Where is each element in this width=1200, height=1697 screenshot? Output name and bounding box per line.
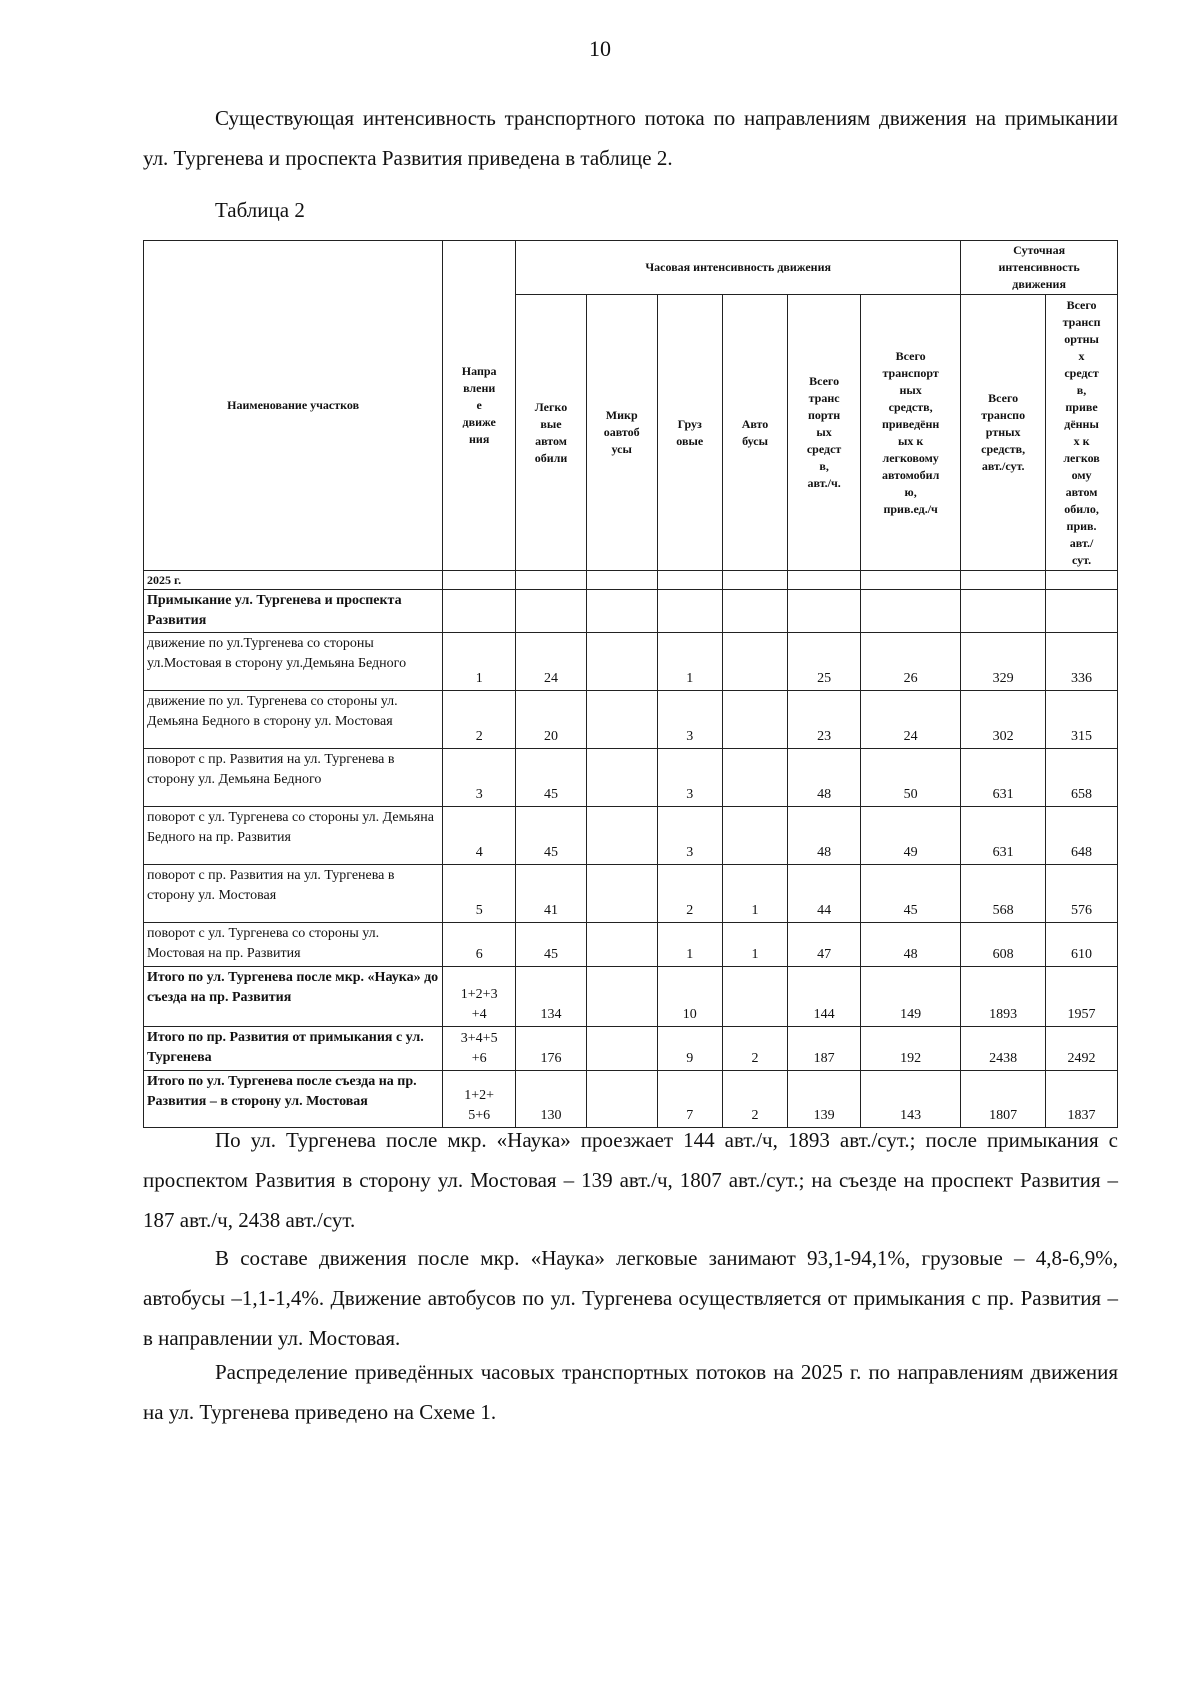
cell-total-hourly: 144: [788, 967, 861, 1027]
cell-direction: 4: [443, 807, 516, 865]
table-caption: Таблица 2: [215, 198, 305, 222]
cell-total-daily: 568: [961, 865, 1046, 923]
cell-total-hourly-reduced: 48: [861, 923, 961, 967]
cell-total-daily-reduced: 1957: [1046, 967, 1118, 1027]
section-title: Примыкание ул. Тургенева и проспекта Развития: [144, 590, 443, 633]
cell-minibuses: [586, 1027, 657, 1071]
cell-trucks: 1: [657, 633, 722, 691]
cell-cars: 20: [516, 691, 587, 749]
cell-minibuses: [586, 967, 657, 1027]
cell-trucks: 2: [657, 865, 722, 923]
cell-total-daily-reduced: 336: [1046, 633, 1118, 691]
intro-paragraph: Существующая интенсивность транспортного потока по направлениям движения на примыкании ул. Тургенева и проспекта Развития приведена в таблице 2.: [143, 106, 1118, 170]
total-row: [144, 967, 1118, 1027]
table-row: [144, 749, 1118, 807]
row-name: движение по ул. Тургенева со стороны ул. Демьяна Бедного в сторону ул. Мостовая: [144, 691, 443, 749]
cell-total-daily: 631: [961, 749, 1046, 807]
row-name: Итого по пр. Развития от примыкания с ул. Тургенева: [144, 1027, 443, 1071]
table-row: [144, 865, 1118, 923]
cell-buses: [722, 633, 787, 691]
section-row: [144, 590, 1118, 633]
cell-cars: 134: [516, 967, 587, 1027]
cell-total-daily-reduced: 1837: [1046, 1071, 1118, 1128]
cell-total-hourly: 44: [788, 865, 861, 923]
cell-trucks: 10: [657, 967, 722, 1027]
cell-trucks: 7: [657, 1071, 722, 1128]
cell-total-daily: 631: [961, 807, 1046, 865]
cell-direction: 2: [443, 691, 516, 749]
cell-direction: 5: [443, 865, 516, 923]
cell-minibuses: [586, 749, 657, 807]
page-number: 10: [589, 36, 611, 61]
paragraph-summary: По ул. Тургенева после мкр. «Наука» проезжает 144 авт./ч, 1893 авт./сут.; после примыкания с проспектом Развития в сторону ул. Мостовая – 139 авт./ч, 1807 авт./сут.; на съезде на проспект Развития – 187 авт./ч, 2438 авт./сут.: [143, 1128, 1118, 1232]
cell-cars: 45: [516, 923, 587, 967]
header-hourly-group: Часовая интенсивность движения: [516, 241, 961, 295]
header-total-daily-reduced: Всего трансп ортны х средст в, приве дённы х к легков ому автом обило, прив. авт./ сут.: [1046, 295, 1118, 571]
year-row: [144, 571, 1118, 590]
cell-buses: 2: [722, 1071, 787, 1128]
cell-total-hourly: 187: [788, 1027, 861, 1071]
cell-trucks: 1: [657, 923, 722, 967]
row-name: Итого по ул. Тургенева после мкр. «Наука» до съезда на пр. Развития: [144, 967, 443, 1027]
cell-cars: 130: [516, 1071, 587, 1128]
cell-direction: 6: [443, 923, 516, 967]
cell-direction: 1+2+ 5+6: [443, 1071, 516, 1128]
cell-total-hourly-reduced: 50: [861, 749, 961, 807]
row-name: поворот с ул. Тургенева со стороны ул. Мостовая на пр. Развития: [144, 923, 443, 967]
row-name: поворот с пр. Развития на ул. Тургенева в сторону ул. Демьяна Бедного: [144, 749, 443, 807]
table-row: [144, 807, 1118, 865]
header-name: Наименование участков: [144, 241, 443, 571]
header-minibuses: Микр оавтоб усы: [586, 295, 657, 571]
cell-buses: [722, 967, 787, 1027]
cell-total-hourly-reduced: 45: [861, 865, 961, 923]
cell-cars: 24: [516, 633, 587, 691]
row-name: поворот с ул. Тургенева со стороны ул. Демьяна Бедного на пр. Развития: [144, 807, 443, 865]
cell-cars: 176: [516, 1027, 587, 1071]
total-row: [144, 1071, 1118, 1128]
cell-trucks: 3: [657, 749, 722, 807]
cell-total-hourly-reduced: 49: [861, 807, 961, 865]
header-buses: Авто бусы: [722, 295, 787, 571]
table-row: [144, 633, 1118, 691]
cell-total-hourly: 23: [788, 691, 861, 749]
cell-total-hourly: 48: [788, 749, 861, 807]
header-daily-group: Суточная интенсивность движения: [961, 241, 1118, 295]
cell-minibuses: [586, 1071, 657, 1128]
cell-total-daily: 608: [961, 923, 1046, 967]
header-total-hourly-reduced: Всего транспорт ных средств, приведённ ых к легковому автомобил ю, прив.ед./ч: [861, 295, 961, 571]
cell-total-hourly: 25: [788, 633, 861, 691]
cell-direction: 3+4+5 +6: [443, 1027, 516, 1071]
cell-total-hourly-reduced: 149: [861, 967, 961, 1027]
cell-total-daily-reduced: 576: [1046, 865, 1118, 923]
cell-minibuses: [586, 633, 657, 691]
header-trucks: Груз овые: [657, 295, 722, 571]
cell-direction: 1+2+3 +4: [443, 967, 516, 1027]
total-row: [144, 1027, 1118, 1071]
cell-total-hourly: 139: [788, 1071, 861, 1128]
cell-minibuses: [586, 923, 657, 967]
cell-buses: [722, 807, 787, 865]
cell-total-hourly: 47: [788, 923, 861, 967]
cell-total-hourly-reduced: 24: [861, 691, 961, 749]
cell-buses: [722, 691, 787, 749]
cell-buses: [722, 749, 787, 807]
cell-minibuses: [586, 807, 657, 865]
cell-trucks: 3: [657, 807, 722, 865]
cell-total-hourly-reduced: 143: [861, 1071, 961, 1128]
cell-direction: 3: [443, 749, 516, 807]
cell-buses: 1: [722, 923, 787, 967]
cell-total-hourly-reduced: 26: [861, 633, 961, 691]
cell-direction: 1: [443, 633, 516, 691]
cell-total-daily: 329: [961, 633, 1046, 691]
cell-trucks: 9: [657, 1027, 722, 1071]
year-label: 2025 г.: [144, 571, 443, 590]
cell-total-daily: 1807: [961, 1071, 1046, 1128]
cell-total-hourly-reduced: 192: [861, 1027, 961, 1071]
row-name: поворот с пр. Развития на ул. Тургенева в сторону ул. Мостовая: [144, 865, 443, 923]
cell-total-daily-reduced: 610: [1046, 923, 1118, 967]
traffic-intensity-table: [143, 240, 1118, 1128]
cell-trucks: 3: [657, 691, 722, 749]
row-name: движение по ул.Тургенева со стороны ул.Мостовая в сторону ул.Демьяна Бедного: [144, 633, 443, 691]
cell-cars: 45: [516, 807, 587, 865]
row-name: Итого по ул. Тургенева после съезда на пр. Развития – в сторону ул. Мостовая: [144, 1071, 443, 1128]
table-row: [144, 923, 1118, 967]
header-direction: Напра влени е движе ния: [443, 241, 516, 571]
table-row: [144, 691, 1118, 749]
paragraph-distribution: Распределение приведённых часовых транспортных потоков на 2025 г. по направлениям движения на ул. Тургенева приведено на Схеме 1.: [143, 1360, 1118, 1424]
cell-total-hourly: 48: [788, 807, 861, 865]
cell-total-daily-reduced: 2492: [1046, 1027, 1118, 1071]
cell-total-daily-reduced: 658: [1046, 749, 1118, 807]
cell-minibuses: [586, 865, 657, 923]
header-cars: Легко вые автом обили: [516, 295, 587, 571]
paragraph-composition: В составе движения после мкр. «Наука» легковые занимают 93,1-94,1%, грузовые – 4,8-6,9%, автобусы –1,1-1,4%. Движение автобусов по ул. Тургенева осуществляется от примыкания с пр. Развития – в направлении ул. Мостовая.: [143, 1246, 1118, 1350]
cell-total-daily: 302: [961, 691, 1046, 749]
cell-total-daily-reduced: 315: [1046, 691, 1118, 749]
cell-total-daily: 2438: [961, 1027, 1046, 1071]
cell-minibuses: [586, 691, 657, 749]
cell-cars: 45: [516, 749, 587, 807]
cell-total-daily-reduced: 648: [1046, 807, 1118, 865]
cell-total-daily: 1893: [961, 967, 1046, 1027]
cell-buses: 1: [722, 865, 787, 923]
header-total-daily: Всего транспо ртных средств, авт./сут.: [961, 295, 1046, 571]
header-total-hourly: Всего транс портн ых средст в, авт./ч.: [788, 295, 861, 571]
cell-buses: 2: [722, 1027, 787, 1071]
cell-cars: 41: [516, 865, 587, 923]
